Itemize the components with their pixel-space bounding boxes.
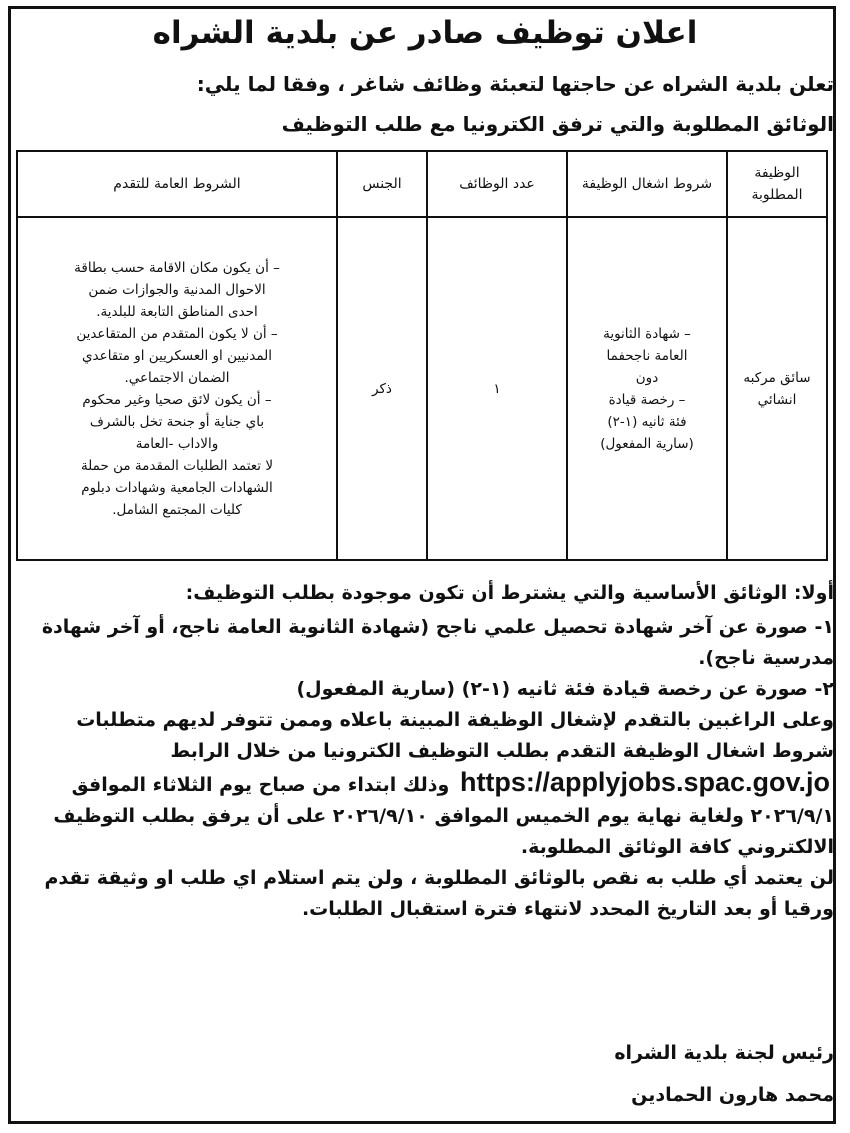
- header-requirements: شروط اشغال الوظيفة: [567, 151, 727, 217]
- requirement-line: العامة ناجحفما: [606, 347, 688, 364]
- header-job: الوظيفة المطلوبة: [727, 151, 827, 217]
- table-header-row: [17, 151, 827, 217]
- cell-job: سائق مركبه انشائي: [727, 217, 827, 560]
- condition-line: كليات المجتمع الشامل.: [112, 501, 242, 518]
- cell-conditions: [17, 217, 337, 560]
- header-count: عدد الوظائف: [427, 151, 567, 217]
- jobs-table: [16, 150, 828, 561]
- requirement-line: فئة ثانيه (١-٢): [607, 413, 687, 430]
- body-text: [12, 612, 834, 925]
- condition-line: لا تعتمد الطلبات المقدمة من حملة: [80, 457, 274, 474]
- condition-line: الشهادات الجامعية وشهادات دبلوم: [81, 479, 273, 496]
- requirement-line: دون: [635, 369, 659, 386]
- requirement-line: – رخصة قيادة: [608, 391, 686, 408]
- condition-line: – أن لا يكون المتقدم من المتقاعدين: [76, 325, 278, 342]
- paragraph-before-url: وعلى الراغبين بالتقدم لإشغال الوظيفة المبينة باعلاه وممن تتوفر لديهم متطلبات شروط اشغال الوظيفة التقدم بطلب التوظيف الكترونيا من خلال الرابط: [76, 709, 834, 762]
- cell-count: ١: [427, 217, 567, 560]
- page-title: اعلان توظيف صادر عن بلدية الشراه: [152, 15, 698, 51]
- requirement-line: (سارية المفعول): [600, 435, 694, 452]
- paragraph-after-url: وذلك ابتداء من صباح يوم الثلاثاء الموافق ٢٠٢٦/٩/١ ولغاية نهاية يوم الخميس الموافق ٢٠٢٦/٩/١٠ على أن يرفق بطلب التوظيف الالكتروني كافة الوثائق المطلوبة.: [53, 774, 834, 858]
- list-item: ١- صورة عن آخر شهادة تحصيل علمي ناجح (شهادة الثانوية العامة ناجح، أو آخر شهادة مدرسية ناجح).: [41, 616, 834, 669]
- requirement-line: – شهادة الثانوية: [603, 325, 691, 342]
- signature-name: محمد هارون الحمادين: [631, 1084, 834, 1106]
- documents-heading: الوثائق المطلوبة والتي ترفق الكترونيا مع طلب التوظيف: [281, 112, 834, 136]
- condition-line: باي جناية أو جنحة تخل بالشرف: [89, 413, 265, 430]
- notice-text: لن يعتمد أي طلب به نقص بالوثائق المطلوبة ، ولن يتم استلام اي طلب او وثيقة تقدم ورقيا أو بعد التاريخ المحدد لانتهاء فترة استقبال الطلبات.: [44, 867, 834, 920]
- cell-gender: ذكر: [337, 217, 427, 560]
- application-paragraph: [12, 705, 834, 863]
- application-link[interactable]: https://applyjobs.spac.gov.jo: [459, 767, 830, 797]
- cell-requirements: [567, 217, 727, 560]
- list-item: ٢- صورة عن رخصة قيادة فئة ثانيه (١-٢) (سارية المفعول): [296, 678, 834, 700]
- signature-role: رئيس لجنة بلدية الشراه: [614, 1042, 834, 1064]
- condition-line: احدى المناطق التابعة للبلدية.: [96, 303, 258, 320]
- condition-line: – أن يكون مكان الاقامة حسب بطاقة: [74, 259, 280, 276]
- header-gender: الجنس: [337, 151, 427, 217]
- condition-line: – أن يكون لائق صحيا وغير محكوم: [82, 391, 272, 408]
- section-heading: أولا: الوثائق الأساسية والتي يشترط أن تكون موجودة بطلب التوظيف:: [185, 582, 834, 604]
- condition-line: والاداب -العامة: [135, 435, 219, 452]
- condition-line: الاحوال المدنية والجوازات ضمن: [88, 281, 266, 298]
- condition-line: الضمان الاجتماعي.: [124, 369, 230, 386]
- table-row: [17, 217, 827, 560]
- condition-line: المدنيين او العسكريين او متقاعدي: [81, 347, 273, 364]
- intro-text: تعلن بلدية الشراه عن حاجتها لتعبئة وظائف شاغر ، وفقا لما يلي:: [196, 72, 834, 96]
- header-conditions: الشروط العامة للتقدم: [17, 151, 337, 217]
